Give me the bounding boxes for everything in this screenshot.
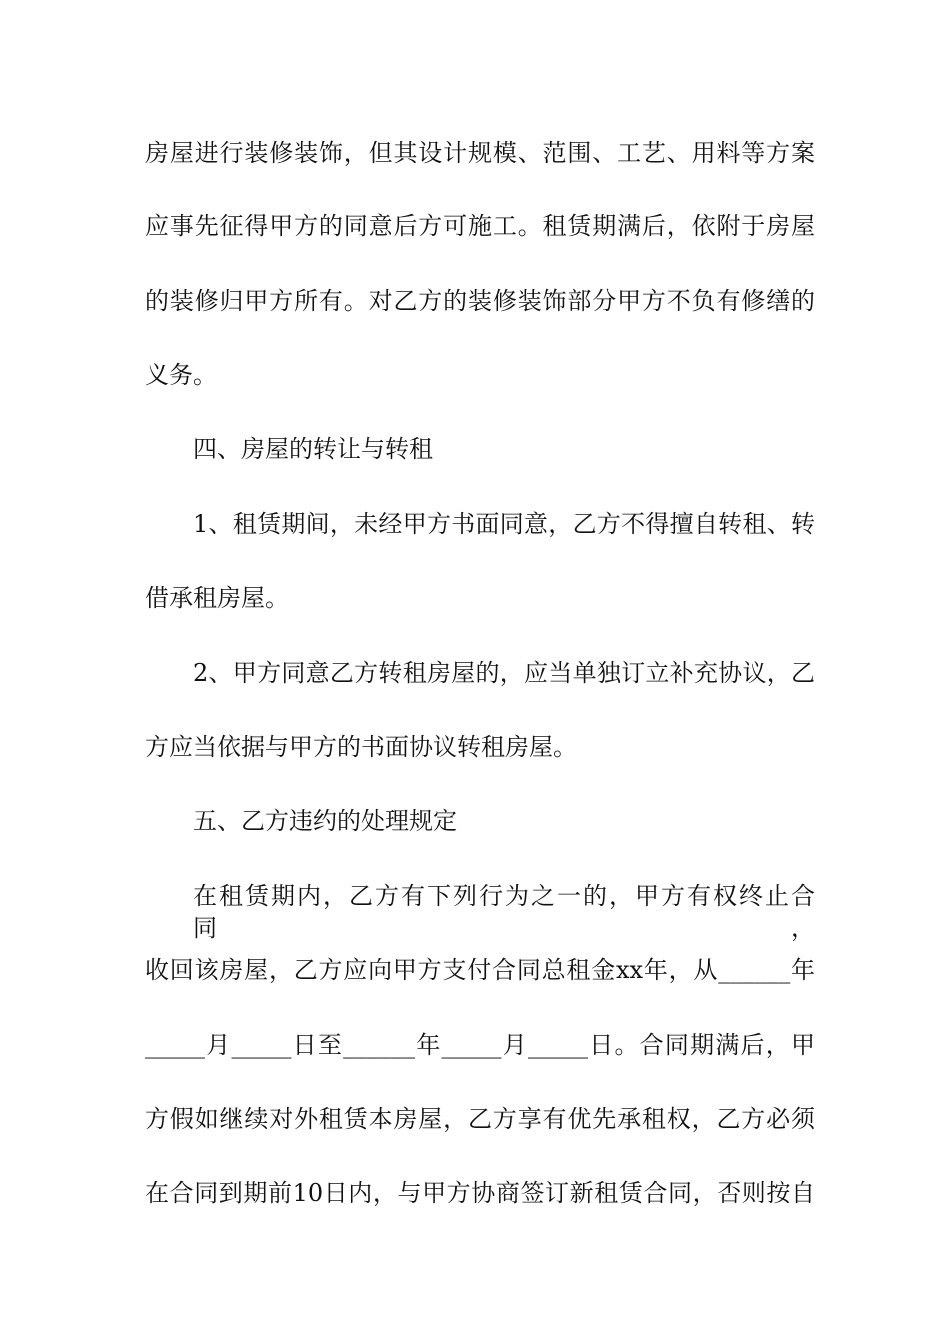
- section-heading: 四、房屋的转让与转租: [193, 435, 433, 463]
- text-line: 1、租赁期间，未经甲方书面同意，乙方不得擅自转租、转: [193, 510, 815, 538]
- text-line: 房屋进行装修装饰，但其设计规模、范围、工艺、用料等方案: [145, 139, 815, 167]
- text-line: 在租赁期内，乙方有下列行为之一的，甲方有权终止合同，: [193, 882, 815, 942]
- text-line: 方应当依据与甲方的书面协议转租房屋。: [145, 733, 577, 761]
- text-line: 应事先征得甲方的同意后方可施工。租赁期满后，依附于房屋: [145, 212, 815, 240]
- text-line: 收回该房屋，乙方应向甲方支付合同总租金xx年，从______年: [145, 956, 815, 984]
- text-line: 2、甲方同意乙方转租房屋的，应当单独订立补充协议，乙: [193, 659, 815, 687]
- text-line: 义务。: [145, 361, 217, 389]
- section-heading: 五、乙方违约的处理规定: [193, 807, 457, 835]
- text-line: 的装修归甲方所有。对乙方的装修装饰部分甲方不负有修缮的: [145, 287, 815, 315]
- text-line: _____月_____日至______年_____月_____日。合同期满后，甲: [145, 1031, 815, 1059]
- text-line: 借承租房屋。: [145, 584, 289, 612]
- text-line: 在合同到期前10日内，与甲方协商签订新租赁合同，否则按自: [145, 1179, 815, 1207]
- text-line: 方假如继续对外租赁本房屋，乙方享有优先承租权，乙方必须: [145, 1105, 815, 1133]
